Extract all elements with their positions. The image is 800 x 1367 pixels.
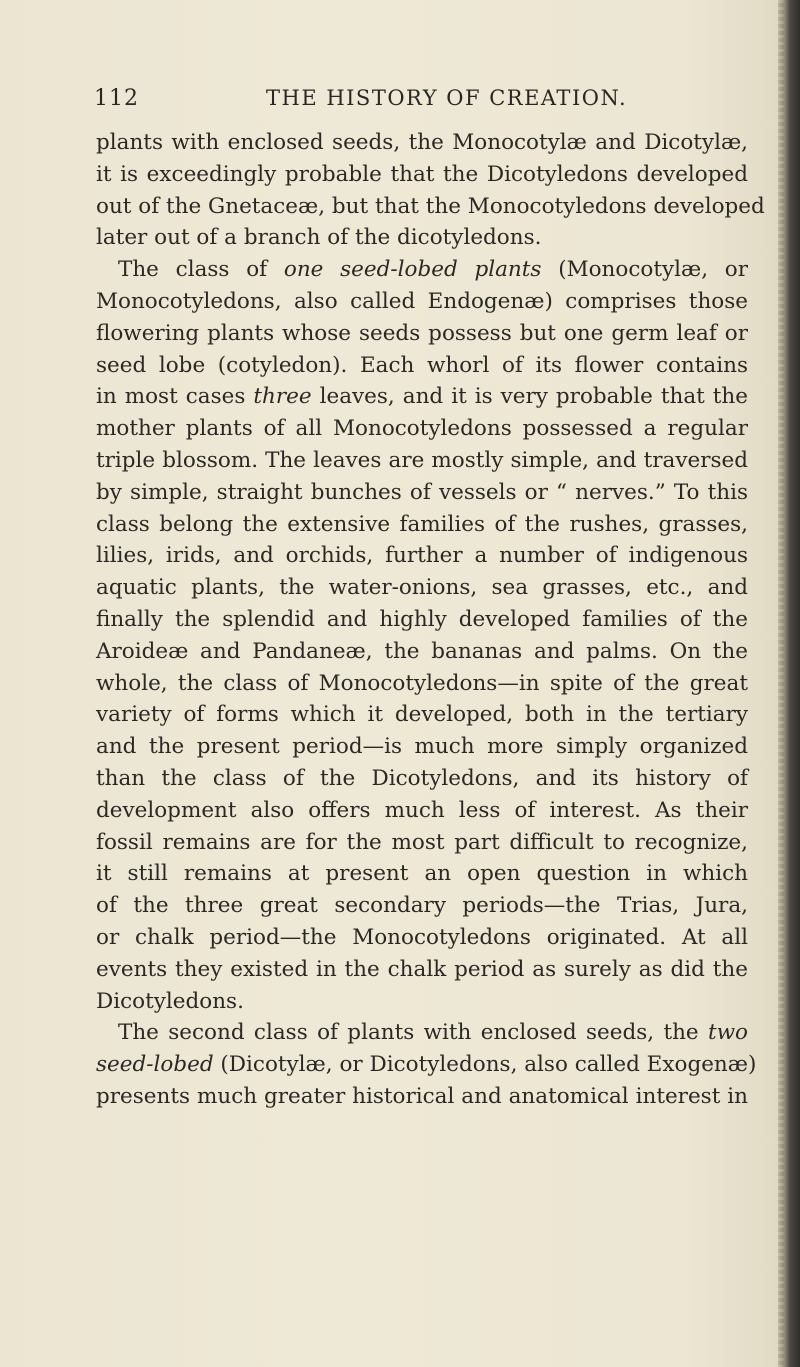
paragraph-3 [96, 1017, 757, 1112]
text-line: Monocotyledons, also called Endogenæ) comprises those [96, 288, 748, 314]
text-line: out of the Gnetaceæ, but that the Monocotyledons developed [96, 193, 765, 219]
text-line: presents much greater historical and anatomical interest in [96, 1083, 748, 1109]
text-line: it is exceedingly probable that the Dicotyledons developed [96, 161, 748, 187]
text-line: or chalk period—the Monocotyledons originated. At all [96, 924, 748, 950]
text-line: lilies, irids, and orchids, further a number of indigenous [96, 543, 748, 569]
paragraph-1 [96, 127, 765, 254]
italic-term: two [708, 1020, 748, 1046]
text-run: leaves, and it is very probable that the [311, 384, 748, 410]
italic-term: three [253, 384, 312, 410]
text-line: development also offers much less of interest. As their [96, 797, 748, 823]
text-run: (Monocotylæ, or [541, 257, 749, 283]
text-line: later out of a branch of the dicotyledons. [96, 225, 542, 251]
text-line: variety of forms which it developed, both in the tertiary [96, 702, 748, 728]
text-run: (Dicotylæ, or Dicotyledons, also called Exogenæ) [213, 1052, 757, 1078]
text-line: finally the splendid and highly developed families of the [96, 606, 748, 632]
text-line: flowering plants whose seeds possess but one germ leaf or [96, 320, 748, 346]
text-line: seed lobe (cotyledon). Each whorl of its flower contains [96, 352, 748, 378]
text-run: The class of [118, 257, 284, 283]
text-line: Dicotyledons. [96, 988, 244, 1014]
page-edge-shadow [778, 0, 800, 1367]
running-head [94, 78, 744, 118]
text-line: by simple, straight bunches of vessels or “ nerves.” To this [96, 479, 748, 505]
text-line: it still remains at present an open question in which [96, 861, 748, 887]
text-line: whole, the class of Monocotyledons—in spite of the great [96, 670, 748, 696]
text-line: and the present period—is much more simply organized [96, 734, 748, 760]
text-line [96, 254, 748, 286]
text-line: than the class of the Dicotyledons, and its history of [96, 765, 748, 791]
text-line [96, 381, 748, 413]
paragraph-2 [96, 254, 748, 1017]
italic-term: one seed-lobed plants [283, 257, 542, 283]
body-text [96, 127, 765, 1113]
text-line: mother plants of all Monocotyledons possessed a regular [96, 416, 748, 442]
text-run: in most cases [96, 384, 254, 410]
text-line: events they existed in the chalk period as surely as did the [96, 956, 748, 982]
text-line: triple blossom. The leaves are mostly simple, and traversed [96, 447, 748, 473]
text-run: The second class of plants with enclosed seeds, the [118, 1020, 708, 1046]
text-line [96, 1017, 748, 1049]
text-line: fossil remains are for the most part difficult to recognize, [96, 829, 748, 855]
italic-term: seed-lobed [96, 1052, 214, 1078]
text-line: of the three great secondary periods—the Trias, Jura, [96, 893, 748, 919]
text-line: aquatic plants, the water-onions, sea grasses, etc., and [96, 575, 748, 601]
text-line [96, 1049, 757, 1081]
text-line: plants with enclosed seeds, the Monocotylæ and Dicotylæ, [96, 130, 748, 155]
text-line: Aroideæ and Pandaneæ, the bananas and palms. On the [96, 638, 748, 664]
running-title: THE HISTORY OF CREATION. [266, 86, 628, 110]
text-line: class belong the extensive families of the rushes, grasses, [96, 511, 748, 537]
page-number: 112 [94, 86, 139, 111]
